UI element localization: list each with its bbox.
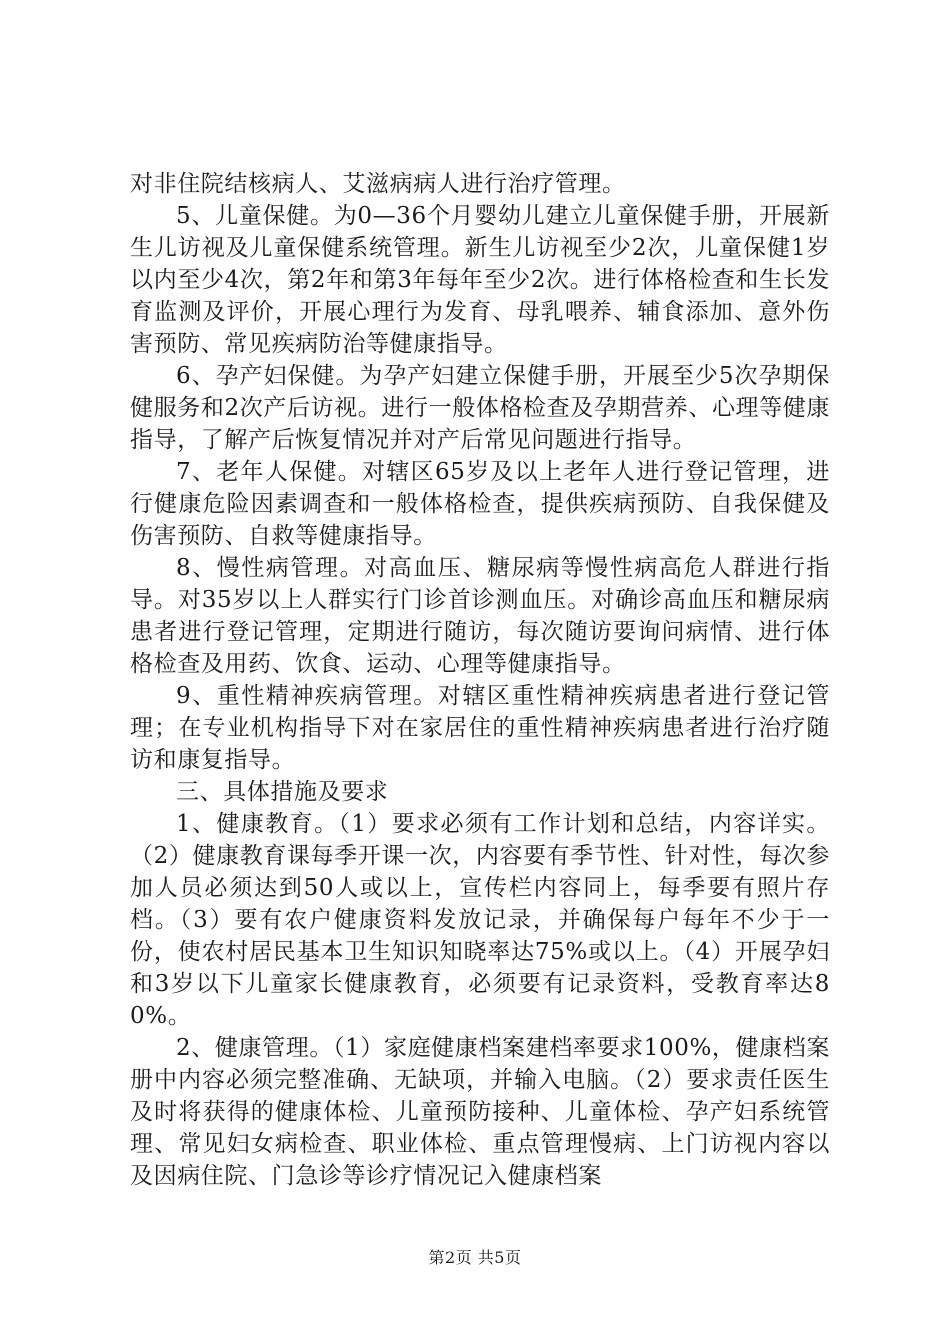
paragraph-child-health: 5、儿童保健。为0—36个月婴幼儿建立儿童保健手册，开展新生儿访视及儿童保健系统管理。新生儿访视至少2次，儿童保健1岁以内至少4次，第2年和第3年每年至少2次。进行体格检查和生长发育监测及评价，开展心理行为发育、母乳喂养、辅食添加、意外伤害预防、常见疾病防治等健康指导。	[130, 203, 830, 357]
paragraph-mental-illness: 9、重性精神疾病管理。对辖区重性精神疾病患者进行登记管理；在专业机构指导下对在家居住的重性精神疾病患者进行治疗随访和康复指导。	[130, 683, 830, 773]
document-body	[130, 168, 830, 1192]
page-footer: 第2页 共5页	[428, 1248, 522, 1267]
paragraph-maternal-health: 6、孕产妇保健。为孕产妇建立保健手册，开展至少5次孕期保健服务和2次产后访视。进行一般体格检查及孕期营养、心理等健康指导，了解产后恢复情况并对产后常见问题进行指导。	[130, 363, 830, 453]
paragraph-chronic-disease: 8、慢性病管理。对高血压、糖尿病等慢性病高危人群进行指导。对35岁以上人群实行门诊首诊测血压。对确诊高血压和糖尿病患者进行登记管理，定期进行随访，每次随访要询问病情、进行体格检查及用药、饮食、运动、心理等健康指导。	[130, 555, 830, 677]
section-heading-measures: 三、具体措施及要求	[176, 779, 389, 805]
paragraph-health-management: 2、健康管理。（1）家庭健康档案建档率要求100%，健康档案册中内容必须完整准确、无缺项，并输入电脑。（2）要求责任医生及时将获得的健康体检、儿童预防接种、儿童体检、孕产妇系统管理、常见妇女病检查、职业体检、重点管理慢病、上门访视内容以及因病住院、门急诊等诊疗情况记入健康档案	[130, 1035, 830, 1189]
paragraph-continuation: 对非住院结核病人、艾滋病病人进行治疗管理。	[130, 171, 626, 197]
paragraph-health-education: 1、健康教育。（1）要求必须有工作计划和总结，内容详实。（2）健康教育课每季开课一次，内容要有季节性、针对性，每次参加人员必须达到50人或以上，宣传栏内容同上，每季要有照片存档。（3）要有农户健康资料发放记录，并确保每户每年不少于一份，使农村居民基本卫生知识知晓率达75%或以上。（4）开展孕妇和3岁以下儿童家长健康教育，必须要有记录资料，受教育率达80%。	[130, 811, 830, 1029]
paragraph-elderly-health: 7、老年人保健。对辖区65岁及以上老年人进行登记管理，进行健康危险因素调查和一般体格检查，提供疾病预防、自我保健及伤害预防、自救等健康指导。	[130, 459, 830, 549]
